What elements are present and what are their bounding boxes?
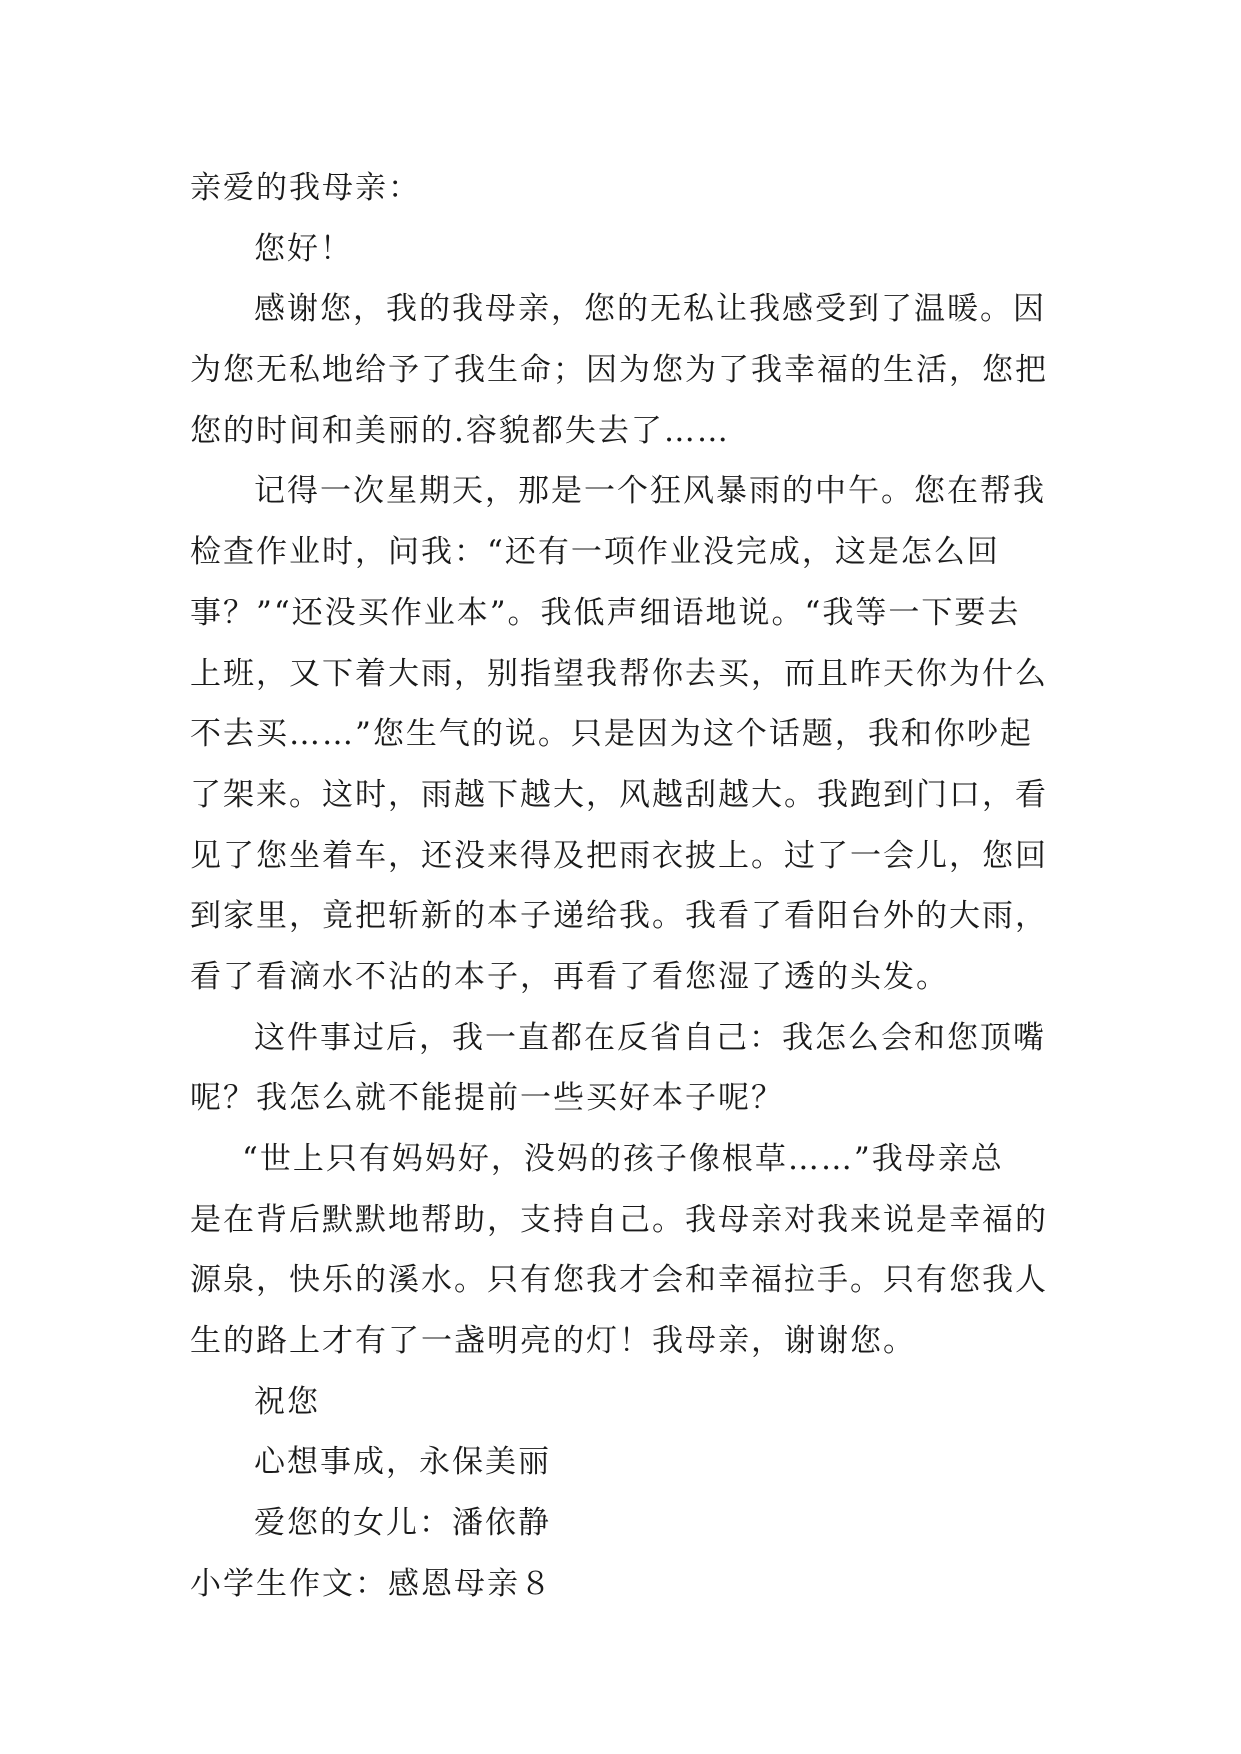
paragraph1-line: 感谢您，我的我母亲，您的无私让我感受到了温暖。因 xyxy=(254,291,1046,328)
paragraph2-line: 了架来。这时，雨越下越大，风越刮越大。我跑到门口，看 xyxy=(190,776,1048,813)
signature: 爱您的女儿：潘依静 xyxy=(254,1505,551,1542)
paragraph2-line: 检查作业时，问我：“还有一项作业没完成，这是怎么回 xyxy=(190,534,1000,571)
paragraph4-line: 源泉，快乐的溪水。只有您我才会和幸福拉手。只有您我人 xyxy=(190,1262,1048,1299)
paragraph2-line: 看了看滴水不沾的本子，再看了看您湿了透的头发。 xyxy=(190,958,949,995)
paragraph2-line: 上班，又下着大雨，别指望我帮你去买，而且昨天你为什么 xyxy=(190,655,1048,692)
paragraph2-line: 到家里，竟把斩新的本子递给我。我看了看阳台外的大雨， xyxy=(190,898,1048,935)
letter-body xyxy=(190,158,1058,1615)
salutation: 亲爱的我母亲： xyxy=(190,170,421,206)
paragraph2-line: 不去买……”您生气的说。只是因为这个话题，我和你吵起 xyxy=(190,716,1033,753)
paragraph1-line: 为您无私地给予了我生命；因为您为了我幸福的生活，您把 xyxy=(190,352,1048,389)
paragraph2-line: 见了您坐着车，还没来得及把雨衣披上。过了一会儿，您回 xyxy=(190,837,1048,874)
paragraph2-line: 记得一次星期天，那是一个狂风暴雨的中午。您在帮我 xyxy=(254,473,1046,510)
paragraph3-line: 呢？我怎么就不能提前一些买好本子呢？ xyxy=(190,1080,784,1117)
greeting: 您好！ xyxy=(254,230,353,267)
next-article-title: 小学生作文：感恩母亲８ xyxy=(190,1565,553,1602)
paragraph2-line: 事？”“还没买作业本”。我低声细语地说。“我等一下要去 xyxy=(190,594,1021,631)
paragraph4-line: “世上只有妈妈好，没妈的孩子像根草……”我母亲总 xyxy=(242,1141,1004,1177)
closing-wish: 祝您 xyxy=(254,1383,320,1420)
paragraph3-line: 这件事过后，我一直都在反省自己：我怎么会和您顶嘴 xyxy=(254,1019,1046,1056)
closing-blessing: 心想事成，永保美丽 xyxy=(254,1444,551,1481)
paragraph4-line: 是在背后默默地帮助，支持自己。我母亲对我来说是幸福的 xyxy=(190,1201,1048,1238)
paragraph1-line: 您的时间和美丽的.容貌都失去了…… xyxy=(190,412,730,449)
paragraph4-line: 生的路上才有了一盏明亮的灯！我母亲，谢谢您。 xyxy=(190,1323,916,1360)
